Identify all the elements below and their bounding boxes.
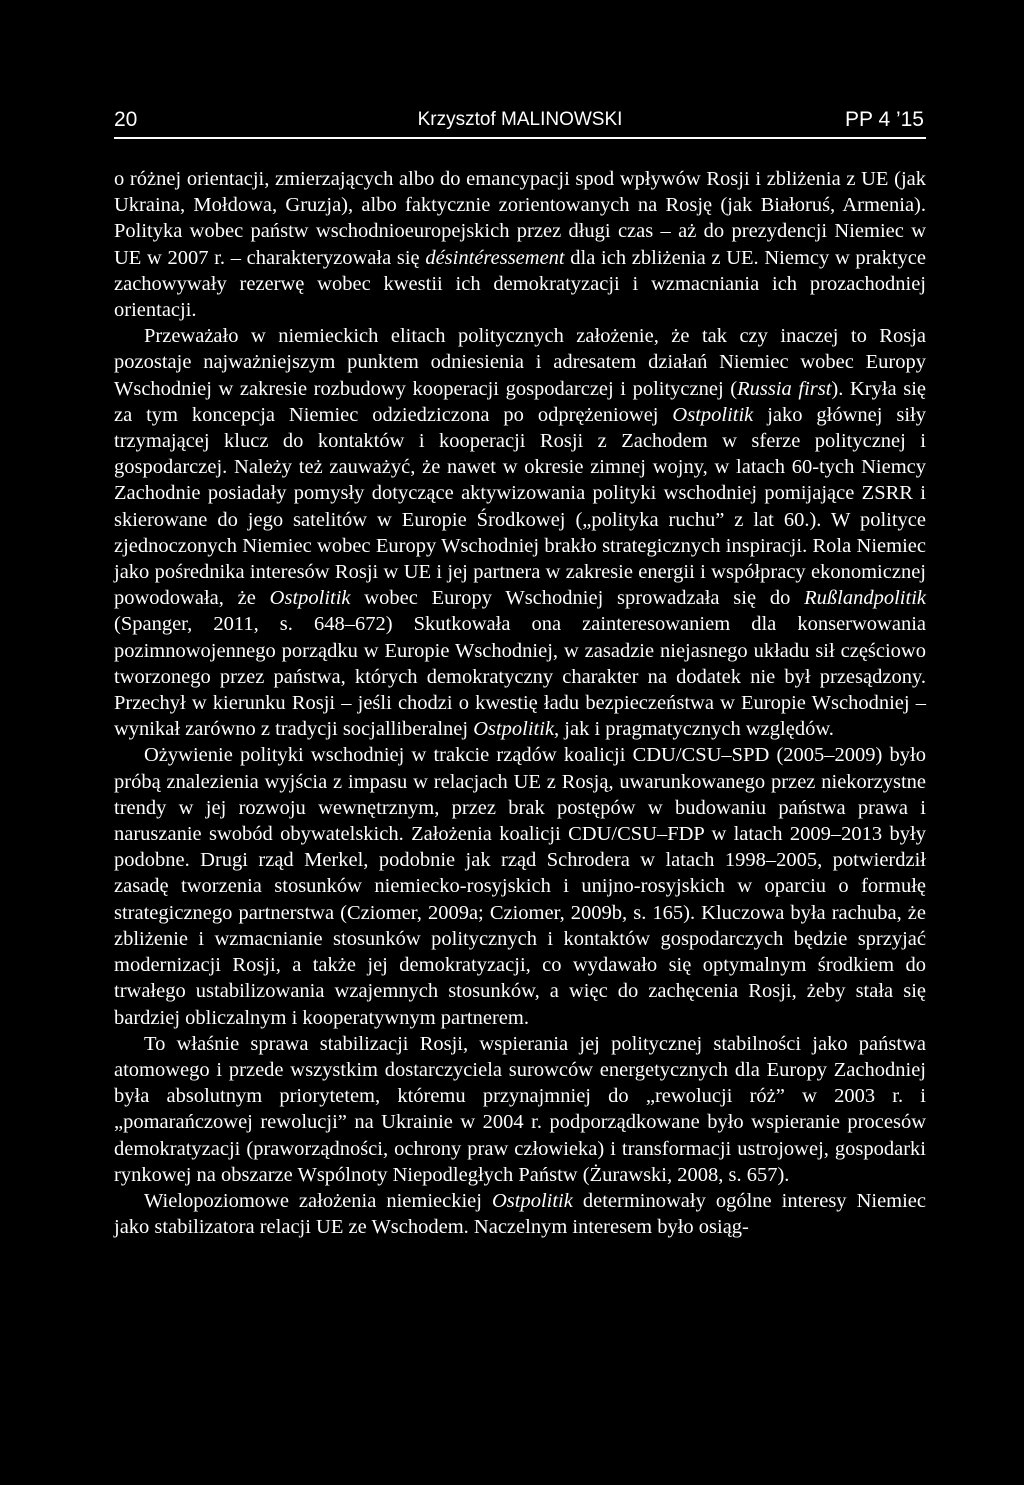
italic-term: Ostpolitik bbox=[491, 1189, 573, 1212]
page-number: 20 bbox=[114, 108, 138, 131]
header-rule bbox=[114, 137, 926, 139]
italic-term: Russia first bbox=[737, 377, 832, 400]
paragraph-text: (Spanger, 2011, s. 648–672) Skutkowała ona zainteresowaniem dla konserwowania pozimnowojennego porządku w Europie Wschodniej, w zasadzie niejasnego układu sił częściowo tworzonego przez państwa, których demokratyczny charakter na dodatek nie był przesądzony. Przechył w kierunku Rosji – jeśli chodzi o kwestię ładu bezpieczeństwa w Europie Wschodniej – wynikał zarówno z tradycji socjalliberalnej bbox=[114, 613, 926, 741]
italic-term: désintéressement bbox=[425, 246, 565, 269]
body-paragraph bbox=[114, 742, 926, 1030]
paragraph-text: determinowały ogólne interesy Niemiec jako stabilizatora relacji UE ze Wschodem. Naczelnym interesem było osiąg- bbox=[114, 1189, 927, 1239]
italic-term: Rußlandpolitik bbox=[804, 587, 926, 610]
paragraph-text: Przeważało w niemieckich elitach politycznych założenie, że tak czy inaczej to Rosja pozostaje najważniejszym punktem odniesienia i adresatem działań Niemiec wobec Europy Wschodniej w zakresie rozbudowy kooperacji gospodarczej i politycznej ( bbox=[114, 325, 926, 400]
body-paragraph bbox=[114, 1188, 926, 1240]
paragraph-text: dla ich zbliżenia z UE. Niemcy w praktyce zachowywały rezerwę wobec kwestii ich demokratyzacji i wzmacniania ich prozachodniej orientacji. bbox=[114, 246, 927, 322]
paragraph-text: Ożywienie polityki wschodniej w trakcie rządów koalicji CDU/CSU–SPD (2005–2009) było próbą znalezienia wyjścia z impasu w relacjach UE z Rosją, uwarunkowanego przez niekorzystne trendy w jej rozwoju wewnętrznym, przez brak postępów w budowaniu państwa prawa i naruszanie swobód obywatelskich. Założenia koalicji CDU/CSU–FDP w latach 2009–2013 były podobne. Drugi rząd Merkel, podobnie jak rząd Schrodera w latach 1998–2005, potwierdził zasadę tworzenia stosunków niemiecko-rosyjskich i unijno-rosyjskich w oparciu o formułę strategicznego partnerstwa (Cziomer, 2009a; Cziomer, 2009b, s. 165). Kluczowa była rachuba, że zbliżenie i wzmacnianie stosunków politycznych i kontaktów gospodarczych będzie sprzyjać modernizacji Rosji, a także jej demokratyzacji, co wydawało się optymalnym środkiem do trwałego ustabilizowania wzajemnych stosunków, a więc do zachęcenia Rosji, żeby stała się bardziej obliczalnym i kooperatywnym partnerem. bbox=[114, 744, 926, 1029]
running-head-author: Krzysztof MALINOWSKI bbox=[417, 109, 623, 130]
body-paragraph bbox=[114, 1031, 926, 1188]
italic-term: Ostpolitik bbox=[473, 718, 555, 741]
article-body bbox=[114, 166, 926, 1240]
italic-term: Ostpolitik bbox=[269, 587, 351, 610]
journal-issue-label: PP 4 ’15 bbox=[844, 108, 924, 131]
page-header bbox=[114, 108, 926, 140]
paragraph-text: To właśnie sprawa stabilizacji Rosji, wspierania jej politycznej stabilności jako państwa atomowego i przede wszystkim dostarczyciela surowców energetycznych dla Europy Zachodniej była absolutnym priorytetem, któremu przynajmniej do „rewolucji róż” w 2003 r. i „pomarańczowej rewolucji” na Ukrainie w 2004 r. podporządkowane było wspieranie procesów demokratyzacji (praworządności, ochrony praw człowieka) i transformacji ustrojowej, gospodarki rynkowej na obszarze Wspólnoty Niepodległych Państw (Żurawski, 2008, s. 657). bbox=[114, 1032, 926, 1186]
paragraph-text: Wielopoziomowe założenia niemieckiej bbox=[144, 1189, 492, 1212]
body-paragraph bbox=[114, 323, 926, 742]
paragraph-text: o różnej orientacji, zmierzających albo do emancypacji spod wpływów Rosji i zbliżenia z UE (jak Ukraina, Mołdowa, Gruzja), albo faktycznie zorientowanych na Rosję (jak Białoruś, Armenia). Polityka wobec państw wschodnioeuropejskich przez długi czas – aż do prezydencji Niemiec w UE w 2007 r. – charakteryzowała się bbox=[114, 168, 926, 269]
paragraph-text: ). Kryła się za tym koncepcja Niemiec odziedziczona po odprężeniowej bbox=[114, 377, 927, 426]
body-paragraph bbox=[114, 166, 926, 323]
paragraph-text: wobec Europy Wschodniej sprowadzała się do bbox=[350, 587, 805, 610]
italic-term: Ostpolitik bbox=[672, 403, 754, 426]
paragraph-text: jako głównej siły trzymającej klucz do kontaktów i kooperacji Rosji z Zachodem w sferze politycznej i gospodarczej. Należy też zauważyć, że nawet w okresie zimnej wojny, w latach 60-tych Niemcy Zachodnie posiadały pomysły dotyczące aktywizowania polityki wschodniej pomijające ZSRR i skierowane do jego satelitów w Europie Środkowej („polityka ruchu” z lat 60.). W polityce zjednoczonych Niemiec wobec Europy Wschodniej brakło strategicznych inspiracji. Rola Niemiec jako pośrednika interesów Rosji w UE i jej partnera w zakresie energii i współpracy ekonomicznej powodowała, że bbox=[114, 403, 926, 610]
paragraph-text: , jak i pragmatycznych względów. bbox=[554, 718, 834, 741]
